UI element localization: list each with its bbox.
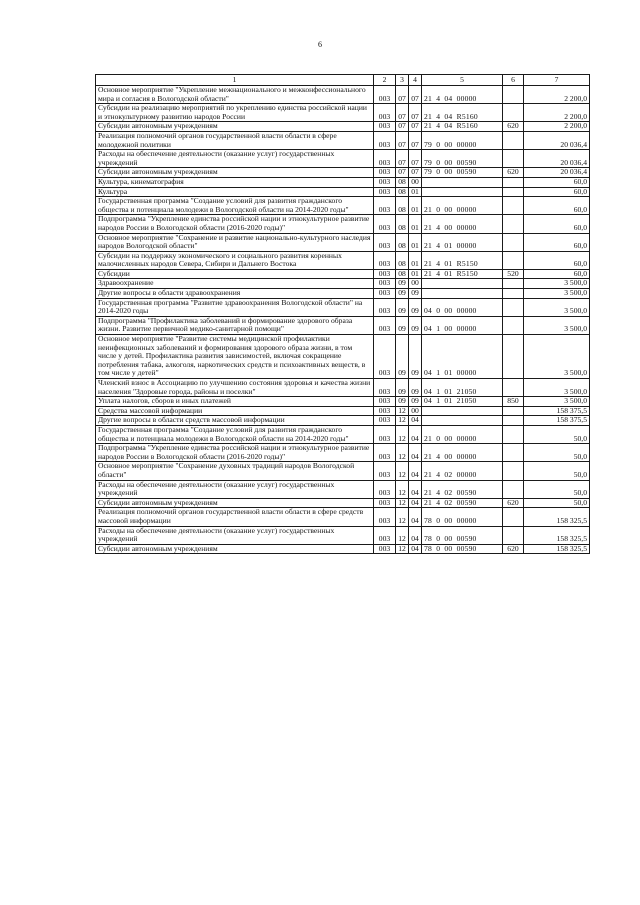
expenditure-name-cell: Государственная программа "Развитие здравоохранения Вологодской области" на 2014-2020 годы xyxy=(96,298,374,316)
target-article-cell: 78 0 00 00590 xyxy=(422,526,503,544)
expense-type-cell xyxy=(503,298,524,316)
subsection-code-cell: 07 xyxy=(409,86,422,104)
section-code-cell: 09 xyxy=(396,316,409,334)
header-cell: 7 xyxy=(524,75,590,86)
subsection-code-cell: 00 xyxy=(409,177,422,187)
subsection-code-cell: 04 xyxy=(409,462,422,480)
section-code-cell: 08 xyxy=(396,187,409,197)
subsection-code-cell: 09 xyxy=(409,379,422,397)
subsection-code-cell: 04 xyxy=(409,544,422,554)
amount-cell: 3 500,0 xyxy=(524,298,590,316)
target-article-cell: 21 4 01 R5150 xyxy=(422,269,503,279)
subsection-code-cell: 09 xyxy=(409,316,422,334)
header-cell: 1 xyxy=(96,75,374,86)
header-cell: 5 xyxy=(422,75,503,86)
table-row xyxy=(96,316,590,334)
target-article-cell: 21 4 02 00000 xyxy=(422,462,503,480)
table-row xyxy=(96,462,590,480)
department-code-cell: 003 xyxy=(374,279,396,289)
expenditure-name-cell: Основное мероприятие "Укрепление межнационального и межконфессионального мира и согласия в Вологодской области" xyxy=(96,86,374,104)
expense-type-cell xyxy=(503,406,524,416)
table-row xyxy=(96,104,590,122)
section-code-cell: 08 xyxy=(396,269,409,279)
expenditure-name-cell: Культура, кинематография xyxy=(96,177,374,187)
expenditure-name-cell: Подпрограмма "Укрепление единства российской нации и этнокультурное развитие народов России в Вологодской области (2016-2020 годы)" xyxy=(96,215,374,233)
department-code-cell: 003 xyxy=(374,444,396,462)
table-row xyxy=(96,298,590,316)
department-code-cell: 003 xyxy=(374,289,396,299)
section-code-cell: 12 xyxy=(396,480,409,498)
amount-cell: 158 325,5 xyxy=(524,526,590,544)
expenditure-name-cell: Государственная программа "Создание условий для развития гражданского общества и потенциала молодежи в Вологодской области на 2014-2020 годы" xyxy=(96,425,374,443)
target-article-cell: 04 1 00 00000 xyxy=(422,316,503,334)
target-article-cell: 78 0 00 00590 xyxy=(422,544,503,554)
section-code-cell: 09 xyxy=(396,335,409,379)
department-code-cell: 003 xyxy=(374,122,396,132)
amount-cell: 60,0 xyxy=(524,233,590,251)
target-article-cell xyxy=(422,187,503,197)
amount-cell: 60,0 xyxy=(524,187,590,197)
amount-cell: 158 375,5 xyxy=(524,416,590,426)
expenditure-name-cell: Другие вопросы в области средств массовой информации xyxy=(96,416,374,426)
expense-type-cell xyxy=(503,251,524,269)
subsection-code-cell: 09 xyxy=(409,397,422,407)
amount-cell: 3 500,0 xyxy=(524,279,590,289)
expense-type-cell xyxy=(503,187,524,197)
target-article-cell: 79 0 00 00590 xyxy=(422,168,503,178)
table-row xyxy=(96,86,590,104)
target-article-cell: 21 0 00 00000 xyxy=(422,425,503,443)
table-row xyxy=(96,150,590,168)
expenditure-name-cell: Государственная программа "Создание условий для развития гражданского общества и потенциала молодежи в Вологодской области на 2014-2020 годы" xyxy=(96,197,374,215)
expenditure-name-cell: Реализация полномочий органов государственной власти области в сфере молодежной политики xyxy=(96,131,374,149)
expenditure-name-cell: Основное мероприятие "Сохранение духовных традиций народов Вологодской области" xyxy=(96,462,374,480)
section-code-cell: 09 xyxy=(396,279,409,289)
amount-cell: 50,0 xyxy=(524,480,590,498)
subsection-code-cell: 01 xyxy=(409,269,422,279)
department-code-cell: 003 xyxy=(374,251,396,269)
department-code-cell: 003 xyxy=(374,215,396,233)
expense-type-cell xyxy=(503,335,524,379)
table-row xyxy=(96,526,590,544)
department-code-cell: 003 xyxy=(374,498,396,508)
amount-cell: 3 500,0 xyxy=(524,379,590,397)
expense-type-cell: 620 xyxy=(503,498,524,508)
subsection-code-cell: 04 xyxy=(409,416,422,426)
section-code-cell: 08 xyxy=(396,197,409,215)
target-article-cell: 21 4 00 00000 xyxy=(422,444,503,462)
subsection-code-cell: 04 xyxy=(409,425,422,443)
expenditure-name-cell: Субсидии автономным учреждениям xyxy=(96,168,374,178)
subsection-code-cell: 01 xyxy=(409,187,422,197)
expense-type-cell xyxy=(503,508,524,526)
subsection-code-cell: 00 xyxy=(409,406,422,416)
amount-cell: 50,0 xyxy=(524,425,590,443)
amount-cell: 3 500,0 xyxy=(524,316,590,334)
target-article-cell: 04 1 01 21050 xyxy=(422,397,503,407)
department-code-cell: 003 xyxy=(374,197,396,215)
table-row xyxy=(96,335,590,379)
target-article-cell: 04 1 01 00000 xyxy=(422,335,503,379)
subsection-code-cell: 04 xyxy=(409,526,422,544)
table-row xyxy=(96,480,590,498)
amount-cell: 3 500,0 xyxy=(524,397,590,407)
table-row xyxy=(96,279,590,289)
expenditure-name-cell: Субсидии на поддержку экономического и социального развития коренных малочисленных народов Севера, Сибири и Дальнего Востока xyxy=(96,251,374,269)
expenditure-name-cell: Основное мероприятие "Развитие системы медицинской профилактики неинфекционных заболеваний и формирования здорового образа жизни, в том числе у детей. Профилактика развития зависимостей, включая сокращение потребления табака, алкоголя, наркотических средств и психоактивных веществ, в том числе у детей" xyxy=(96,335,374,379)
amount-cell: 60,0 xyxy=(524,215,590,233)
expense-type-cell: 620 xyxy=(503,122,524,132)
table-row xyxy=(96,379,590,397)
expenditure-name-cell: Субсидии автономным учреждениям xyxy=(96,544,374,554)
expense-type-cell xyxy=(503,526,524,544)
expense-type-cell xyxy=(503,86,524,104)
section-code-cell: 08 xyxy=(396,177,409,187)
table-row xyxy=(96,251,590,269)
expenditure-name-cell: Уплата налогов, сборов и иных платежей xyxy=(96,397,374,407)
section-code-cell: 07 xyxy=(396,86,409,104)
department-code-cell: 003 xyxy=(374,298,396,316)
amount-cell: 60,0 xyxy=(524,197,590,215)
expense-type-cell: 850 xyxy=(503,397,524,407)
subsection-code-cell: 04 xyxy=(409,498,422,508)
department-code-cell: 003 xyxy=(374,425,396,443)
section-code-cell: 12 xyxy=(396,544,409,554)
section-code-cell: 12 xyxy=(396,498,409,508)
amount-cell: 20 036,4 xyxy=(524,131,590,149)
expenditure-name-cell: Расходы на обеспечение деятельности (оказание услуг) государственных учреждений xyxy=(96,526,374,544)
table-row xyxy=(96,269,590,279)
section-code-cell: 07 xyxy=(396,150,409,168)
table-row xyxy=(96,397,590,407)
table-row xyxy=(96,444,590,462)
table-row xyxy=(96,122,590,132)
subsection-code-cell: 01 xyxy=(409,251,422,269)
target-article-cell xyxy=(422,279,503,289)
target-article-cell: 21 4 04 R5160 xyxy=(422,104,503,122)
department-code-cell: 003 xyxy=(374,462,396,480)
department-code-cell: 003 xyxy=(374,86,396,104)
amount-cell: 158 325,5 xyxy=(524,508,590,526)
target-article-cell xyxy=(422,406,503,416)
subsection-code-cell: 01 xyxy=(409,233,422,251)
target-article-cell: 04 0 00 00000 xyxy=(422,298,503,316)
department-code-cell: 003 xyxy=(374,269,396,279)
department-code-cell: 003 xyxy=(374,544,396,554)
table-row xyxy=(96,215,590,233)
header-cell: 3 xyxy=(396,75,409,86)
department-code-cell: 003 xyxy=(374,131,396,149)
department-code-cell: 003 xyxy=(374,104,396,122)
expenditure-name-cell: Членский взнос в Ассоциацию по улучшению состояния здоровья и качества жизни населения "Здоровые города, районы и поселки" xyxy=(96,379,374,397)
target-article-cell: 21 4 01 00000 xyxy=(422,233,503,251)
expenditure-name-cell: Культура xyxy=(96,187,374,197)
table-row xyxy=(96,233,590,251)
amount-cell: 50,0 xyxy=(524,498,590,508)
amount-cell: 2 200,0 xyxy=(524,122,590,132)
expenditure-name-cell: Расходы на обеспечение деятельности (оказание услуг) государственных учреждений xyxy=(96,150,374,168)
target-article-cell xyxy=(422,177,503,187)
section-code-cell: 09 xyxy=(396,298,409,316)
expense-type-cell: 520 xyxy=(503,269,524,279)
subsection-code-cell: 04 xyxy=(409,444,422,462)
expenditure-name-cell: Субсидии автономным учреждениям xyxy=(96,122,374,132)
table-header-row xyxy=(96,75,590,86)
section-code-cell: 08 xyxy=(396,215,409,233)
expenditure-name-cell: Подпрограмма "Профилактика заболеваний и формирование здорового образа жизни. Развитие первичной медико-санитарной помощи" xyxy=(96,316,374,334)
target-article-cell: 21 4 02 00590 xyxy=(422,498,503,508)
subsection-code-cell: 00 xyxy=(409,279,422,289)
amount-cell: 158 325,5 xyxy=(524,544,590,554)
section-code-cell: 12 xyxy=(396,444,409,462)
expenditure-name-cell: Субсидии xyxy=(96,269,374,279)
table-row xyxy=(96,508,590,526)
section-code-cell: 12 xyxy=(396,508,409,526)
department-code-cell: 003 xyxy=(374,316,396,334)
expense-type-cell xyxy=(503,215,524,233)
subsection-code-cell: 09 xyxy=(409,298,422,316)
expense-type-cell xyxy=(503,197,524,215)
department-code-cell: 003 xyxy=(374,150,396,168)
section-code-cell: 07 xyxy=(396,122,409,132)
subsection-code-cell: 07 xyxy=(409,104,422,122)
expenditure-name-cell: Подпрограмма "Укрепление единства российской нации и этнокультурное развитие народов России в Вологодской области (2016-2020 годы)" xyxy=(96,444,374,462)
amount-cell: 2 200,0 xyxy=(524,86,590,104)
target-article-cell: 21 4 04 00000 xyxy=(422,86,503,104)
expense-type-cell xyxy=(503,416,524,426)
subsection-code-cell: 04 xyxy=(409,508,422,526)
table-row xyxy=(96,177,590,187)
amount-cell: 50,0 xyxy=(524,462,590,480)
expense-type-cell xyxy=(503,104,524,122)
target-article-cell: 78 0 00 00000 xyxy=(422,508,503,526)
department-code-cell: 003 xyxy=(374,526,396,544)
subsection-code-cell: 07 xyxy=(409,131,422,149)
expenditure-name-cell: Субсидии на реализацию мероприятий по укреплению единства российской нации и этнокультурному развитию народов России xyxy=(96,104,374,122)
amount-cell: 3 500,0 xyxy=(524,335,590,379)
target-article-cell: 21 4 02 00590 xyxy=(422,480,503,498)
subsection-code-cell: 04 xyxy=(409,480,422,498)
expense-type-cell xyxy=(503,150,524,168)
section-code-cell: 09 xyxy=(396,397,409,407)
target-article-cell: 79 0 00 00590 xyxy=(422,150,503,168)
expenditure-name-cell: Средства массовой информации xyxy=(96,406,374,416)
department-code-cell: 003 xyxy=(374,508,396,526)
section-code-cell: 07 xyxy=(396,131,409,149)
table-row xyxy=(96,416,590,426)
expense-type-cell xyxy=(503,279,524,289)
target-article-cell: 79 0 00 00000 xyxy=(422,131,503,149)
expenditure-name-cell: Основное мероприятие "Сохранение и развитие национально-культурного наследия народов Вологодской области" xyxy=(96,233,374,251)
header-cell: 4 xyxy=(409,75,422,86)
amount-cell: 50,0 xyxy=(524,444,590,462)
section-code-cell: 12 xyxy=(396,462,409,480)
section-code-cell: 12 xyxy=(396,425,409,443)
department-code-cell: 003 xyxy=(374,168,396,178)
subsection-code-cell: 07 xyxy=(409,168,422,178)
amount-cell: 20 036,4 xyxy=(524,150,590,168)
section-code-cell: 09 xyxy=(396,379,409,397)
target-article-cell xyxy=(422,289,503,299)
department-code-cell: 003 xyxy=(374,233,396,251)
department-code-cell: 003 xyxy=(374,416,396,426)
expense-type-cell xyxy=(503,379,524,397)
header-cell: 2 xyxy=(374,75,396,86)
department-code-cell: 003 xyxy=(374,335,396,379)
amount-cell: 60,0 xyxy=(524,251,590,269)
expenditure-name-cell: Другие вопросы в области здравоохранения xyxy=(96,289,374,299)
subsection-code-cell: 09 xyxy=(409,289,422,299)
table-row xyxy=(96,187,590,197)
expense-type-cell: 620 xyxy=(503,544,524,554)
table-row xyxy=(96,406,590,416)
amount-cell: 60,0 xyxy=(524,177,590,187)
expense-type-cell xyxy=(503,131,524,149)
page-number: 6 xyxy=(318,40,322,49)
table-row xyxy=(96,425,590,443)
table-row xyxy=(96,289,590,299)
section-code-cell: 09 xyxy=(396,289,409,299)
subsection-code-cell: 01 xyxy=(409,197,422,215)
budget-table xyxy=(95,74,590,554)
target-article-cell: 21 4 00 00000 xyxy=(422,215,503,233)
expense-type-cell: 620 xyxy=(503,168,524,178)
target-article-cell xyxy=(422,416,503,426)
section-code-cell: 12 xyxy=(396,526,409,544)
target-article-cell: 04 1 01 21050 xyxy=(422,379,503,397)
amount-cell: 3 500,0 xyxy=(524,289,590,299)
department-code-cell: 003 xyxy=(374,397,396,407)
table-row xyxy=(96,197,590,215)
department-code-cell: 003 xyxy=(374,406,396,416)
subsection-code-cell: 09 xyxy=(409,335,422,379)
expenditure-name-cell: Реализация полномочий органов государственной власти области в сфере средств массовой информации xyxy=(96,508,374,526)
expense-type-cell xyxy=(503,462,524,480)
expense-type-cell xyxy=(503,233,524,251)
expense-type-cell xyxy=(503,177,524,187)
subsection-code-cell: 01 xyxy=(409,215,422,233)
table-row xyxy=(96,168,590,178)
subsection-code-cell: 07 xyxy=(409,122,422,132)
section-code-cell: 08 xyxy=(396,233,409,251)
department-code-cell: 003 xyxy=(374,480,396,498)
section-code-cell: 07 xyxy=(396,168,409,178)
target-article-cell: 21 0 00 00000 xyxy=(422,197,503,215)
section-code-cell: 12 xyxy=(396,416,409,426)
department-code-cell: 003 xyxy=(374,379,396,397)
header-cell: 6 xyxy=(503,75,524,86)
expenditure-name-cell: Субсидии автономным учреждениям xyxy=(96,498,374,508)
table-row xyxy=(96,544,590,554)
expenditure-name-cell: Расходы на обеспечение деятельности (оказание услуг) государственных учреждений xyxy=(96,480,374,498)
amount-cell: 60,0 xyxy=(524,269,590,279)
expenditure-name-cell: Здравоохранение xyxy=(96,279,374,289)
amount-cell: 158 375,5 xyxy=(524,406,590,416)
target-article-cell: 21 4 01 R5150 xyxy=(422,251,503,269)
expense-type-cell xyxy=(503,316,524,334)
expense-type-cell xyxy=(503,480,524,498)
section-code-cell: 07 xyxy=(396,104,409,122)
target-article-cell: 21 4 04 R5160 xyxy=(422,122,503,132)
table-row xyxy=(96,131,590,149)
section-code-cell: 08 xyxy=(396,251,409,269)
expense-type-cell xyxy=(503,289,524,299)
expense-type-cell xyxy=(503,425,524,443)
table-row xyxy=(96,498,590,508)
department-code-cell: 003 xyxy=(374,177,396,187)
expense-type-cell xyxy=(503,444,524,462)
section-code-cell: 12 xyxy=(396,406,409,416)
amount-cell: 2 200,0 xyxy=(524,104,590,122)
department-code-cell: 003 xyxy=(374,187,396,197)
subsection-code-cell: 07 xyxy=(409,150,422,168)
amount-cell: 20 036,4 xyxy=(524,168,590,178)
